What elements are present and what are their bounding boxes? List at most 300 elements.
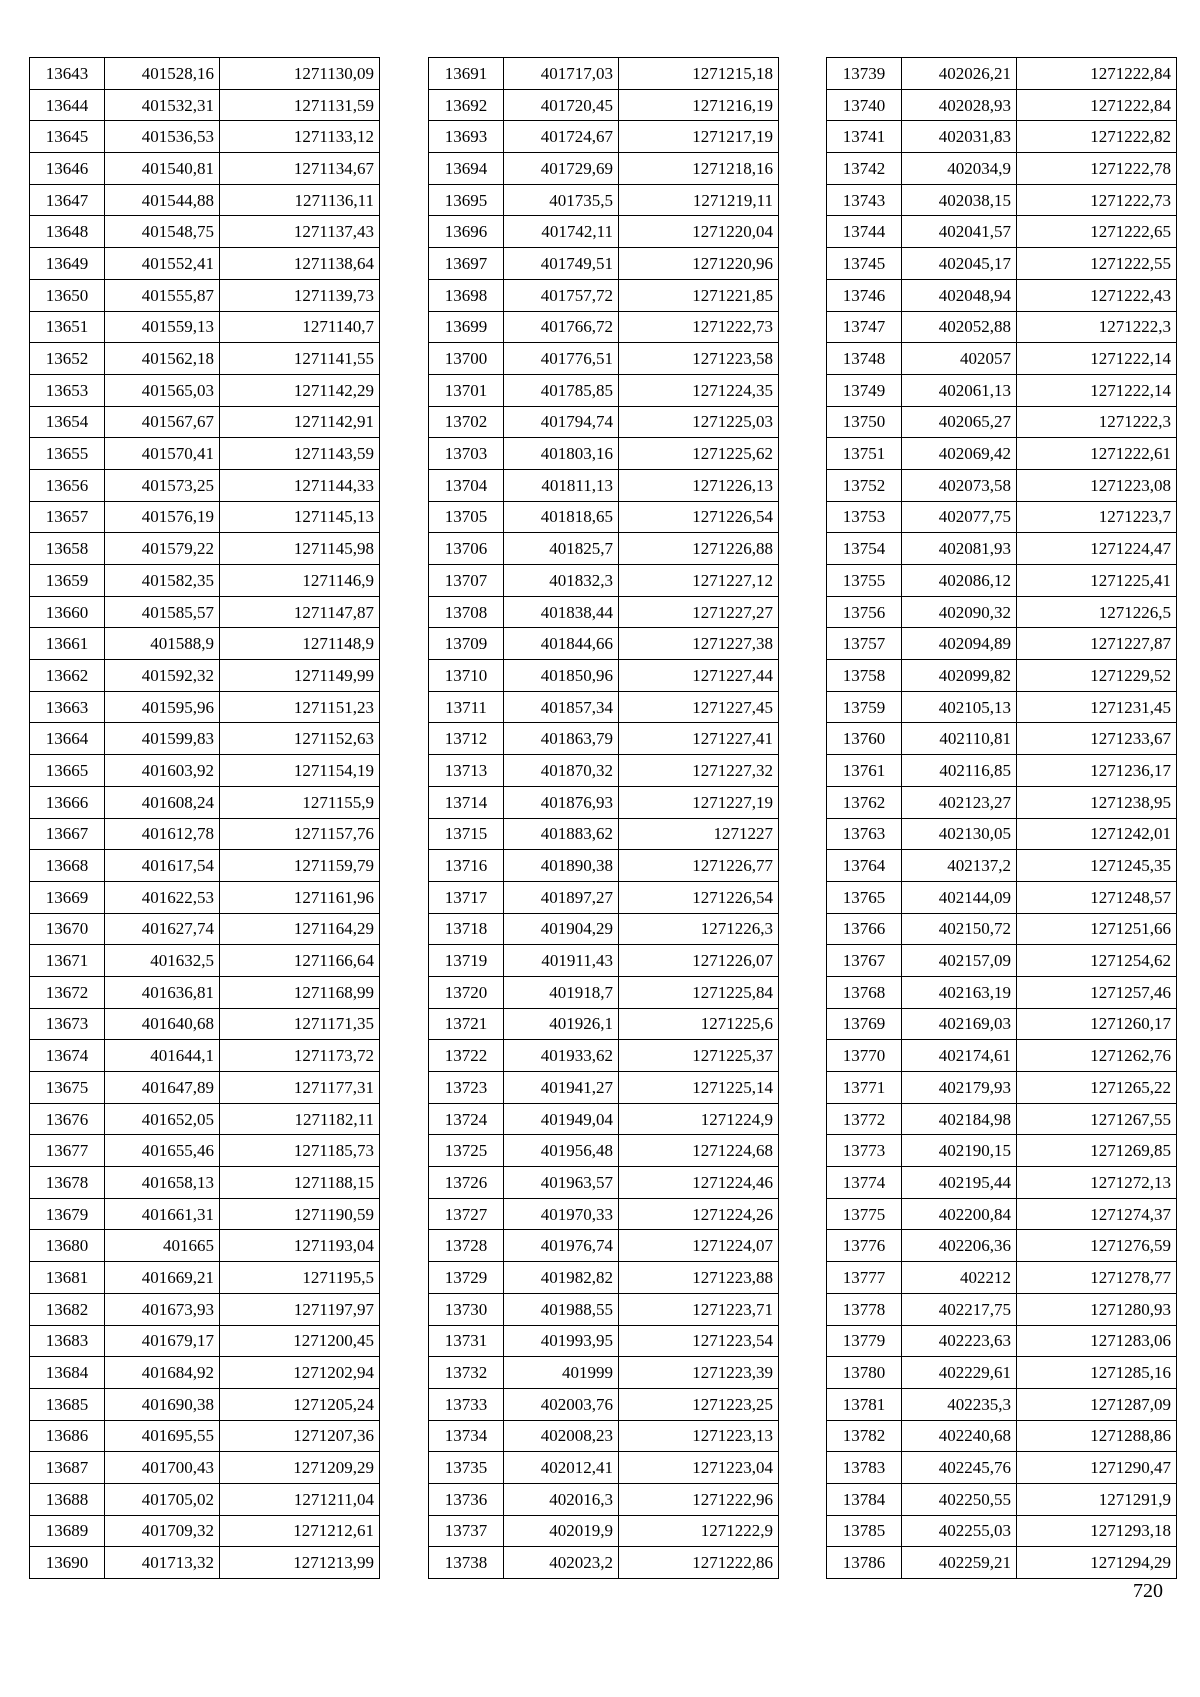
x-coordinate: 402038,15 [902, 184, 1017, 216]
x-coordinate: 401679,17 [105, 1325, 220, 1357]
table-row [429, 311, 779, 343]
point-number: 13763 [827, 818, 902, 850]
y-coordinate: 1271219,11 [619, 184, 779, 216]
x-coordinate: 401717,03 [504, 58, 619, 90]
table-row [30, 913, 380, 945]
table-row [827, 786, 1177, 818]
y-coordinate: 1271280,93 [1017, 1293, 1177, 1325]
y-coordinate: 1271168,99 [220, 976, 380, 1008]
table-row [30, 596, 380, 628]
x-coordinate: 401592,32 [105, 660, 220, 692]
point-number: 13733 [429, 1388, 504, 1420]
x-coordinate: 401690,38 [105, 1388, 220, 1420]
point-number: 13682 [30, 1293, 105, 1325]
table-row [827, 248, 1177, 280]
point-number: 13764 [827, 850, 902, 882]
table-row [30, 1357, 380, 1389]
point-number: 13782 [827, 1420, 902, 1452]
point-number: 13712 [429, 723, 504, 755]
table-row [827, 1262, 1177, 1294]
point-number: 13654 [30, 406, 105, 438]
x-coordinate: 401863,79 [504, 723, 619, 755]
x-coordinate: 401904,29 [504, 913, 619, 945]
table-row [827, 533, 1177, 565]
point-number: 13675 [30, 1072, 105, 1104]
table-row [429, 1420, 779, 1452]
x-coordinate: 402130,05 [902, 818, 1017, 850]
table-row [827, 1547, 1177, 1579]
table-row [827, 660, 1177, 692]
table-row [429, 1167, 779, 1199]
table-row [827, 1040, 1177, 1072]
point-number: 13662 [30, 660, 105, 692]
table-row [429, 1325, 779, 1357]
y-coordinate: 1271130,09 [220, 58, 380, 90]
y-coordinate: 1271224,47 [1017, 533, 1177, 565]
y-coordinate: 1271152,63 [220, 723, 380, 755]
table-row [429, 945, 779, 977]
y-coordinate: 1271226,5 [1017, 596, 1177, 628]
x-coordinate: 401532,31 [105, 89, 220, 121]
point-number: 13674 [30, 1040, 105, 1072]
point-number: 13759 [827, 691, 902, 723]
table-row [429, 279, 779, 311]
y-coordinate: 1271223,54 [619, 1325, 779, 1357]
point-number: 13685 [30, 1388, 105, 1420]
y-coordinate: 1271190,59 [220, 1198, 380, 1230]
x-coordinate: 401982,82 [504, 1262, 619, 1294]
y-coordinate: 1271193,04 [220, 1230, 380, 1262]
x-coordinate: 401573,25 [105, 469, 220, 501]
table-row [827, 881, 1177, 913]
point-number: 13655 [30, 438, 105, 470]
coordinate-table-3 [826, 57, 1177, 1579]
y-coordinate: 1271222,65 [1017, 216, 1177, 248]
table-row [827, 1325, 1177, 1357]
point-number: 13667 [30, 818, 105, 850]
table-row [827, 153, 1177, 185]
table-row [429, 723, 779, 755]
x-coordinate: 402052,88 [902, 311, 1017, 343]
table-row [827, 565, 1177, 597]
y-coordinate: 1271220,96 [619, 248, 779, 280]
point-number: 13663 [30, 691, 105, 723]
point-number: 13661 [30, 628, 105, 660]
table-row [429, 565, 779, 597]
y-coordinate: 1271185,73 [220, 1135, 380, 1167]
x-coordinate: 402065,27 [902, 406, 1017, 438]
table-row [827, 1135, 1177, 1167]
point-number: 13756 [827, 596, 902, 628]
point-number: 13769 [827, 1008, 902, 1040]
y-coordinate: 1271233,67 [1017, 723, 1177, 755]
table-row [30, 58, 380, 90]
table-row [827, 723, 1177, 755]
point-number: 13701 [429, 374, 504, 406]
x-coordinate: 401705,02 [105, 1483, 220, 1515]
y-coordinate: 1271222,14 [1017, 374, 1177, 406]
x-coordinate: 402073,58 [902, 469, 1017, 501]
x-coordinate: 401622,53 [105, 881, 220, 913]
point-number: 13705 [429, 501, 504, 533]
y-coordinate: 1271224,35 [619, 374, 779, 406]
table-row [429, 533, 779, 565]
y-coordinate: 1271182,11 [220, 1103, 380, 1135]
y-coordinate: 1271225,6 [619, 1008, 779, 1040]
table-row [30, 374, 380, 406]
y-coordinate: 1271144,33 [220, 469, 380, 501]
point-number: 13772 [827, 1103, 902, 1135]
x-coordinate: 401988,55 [504, 1293, 619, 1325]
y-coordinate: 1271223,04 [619, 1452, 779, 1484]
y-coordinate: 1271222,61 [1017, 438, 1177, 470]
x-coordinate: 401562,18 [105, 343, 220, 375]
table-row [429, 184, 779, 216]
y-coordinate: 1271222,86 [619, 1547, 779, 1579]
point-number: 13774 [827, 1167, 902, 1199]
table-row [827, 374, 1177, 406]
point-number: 13650 [30, 279, 105, 311]
x-coordinate: 402229,61 [902, 1357, 1017, 1389]
table-row [429, 596, 779, 628]
x-coordinate: 401552,41 [105, 248, 220, 280]
x-coordinate: 401850,96 [504, 660, 619, 692]
table-row [30, 1483, 380, 1515]
x-coordinate: 401588,9 [105, 628, 220, 660]
point-number: 13762 [827, 786, 902, 818]
point-number: 13707 [429, 565, 504, 597]
point-number: 13768 [827, 976, 902, 1008]
y-coordinate: 1271145,98 [220, 533, 380, 565]
y-coordinate: 1271140,7 [220, 311, 380, 343]
table-row [827, 1008, 1177, 1040]
table-row [827, 755, 1177, 787]
table-row [429, 1008, 779, 1040]
x-coordinate: 401540,81 [105, 153, 220, 185]
point-number: 13740 [827, 89, 902, 121]
point-number: 13704 [429, 469, 504, 501]
y-coordinate: 1271225,14 [619, 1072, 779, 1104]
y-coordinate: 1271223,25 [619, 1388, 779, 1420]
point-number: 13738 [429, 1547, 504, 1579]
y-coordinate: 1271142,91 [220, 406, 380, 438]
point-number: 13665 [30, 755, 105, 787]
table-row [30, 469, 380, 501]
x-coordinate: 401776,51 [504, 343, 619, 375]
table-row [30, 786, 380, 818]
x-coordinate: 401757,72 [504, 279, 619, 311]
y-coordinate: 1271222,82 [1017, 121, 1177, 153]
x-coordinate: 402094,89 [902, 628, 1017, 660]
table-row [429, 818, 779, 850]
y-coordinate: 1271223,7 [1017, 501, 1177, 533]
table-row [429, 1547, 779, 1579]
x-coordinate: 402259,21 [902, 1547, 1017, 1579]
x-coordinate: 402105,13 [902, 691, 1017, 723]
x-coordinate: 401970,33 [504, 1198, 619, 1230]
x-coordinate: 402195,44 [902, 1167, 1017, 1199]
y-coordinate: 1271157,76 [220, 818, 380, 850]
x-coordinate: 401636,81 [105, 976, 220, 1008]
x-coordinate: 402190,15 [902, 1135, 1017, 1167]
table-row [30, 1230, 380, 1262]
y-coordinate: 1271166,64 [220, 945, 380, 977]
x-coordinate: 401570,41 [105, 438, 220, 470]
point-number: 13656 [30, 469, 105, 501]
y-coordinate: 1271147,87 [220, 596, 380, 628]
x-coordinate: 401832,3 [504, 565, 619, 597]
x-coordinate: 401684,92 [105, 1357, 220, 1389]
point-number: 13713 [429, 755, 504, 787]
x-coordinate: 402179,93 [902, 1072, 1017, 1104]
point-number: 13676 [30, 1103, 105, 1135]
point-number: 13702 [429, 406, 504, 438]
table-row [429, 913, 779, 945]
point-number: 13745 [827, 248, 902, 280]
point-number: 13753 [827, 501, 902, 533]
point-number: 13777 [827, 1262, 902, 1294]
table-row [429, 755, 779, 787]
point-number: 13693 [429, 121, 504, 153]
table-row [30, 1040, 380, 1072]
point-number: 13775 [827, 1198, 902, 1230]
point-number: 13781 [827, 1388, 902, 1420]
x-coordinate: 402110,81 [902, 723, 1017, 755]
point-number: 13688 [30, 1483, 105, 1515]
table-row [827, 1357, 1177, 1389]
x-coordinate: 402012,41 [504, 1452, 619, 1484]
point-number: 13698 [429, 279, 504, 311]
x-coordinate: 401999 [504, 1357, 619, 1389]
table-row [429, 976, 779, 1008]
y-coordinate: 1271148,9 [220, 628, 380, 660]
table-row [30, 1008, 380, 1040]
point-number: 13683 [30, 1325, 105, 1357]
x-coordinate: 402123,27 [902, 786, 1017, 818]
point-number: 13692 [429, 89, 504, 121]
x-coordinate: 402048,94 [902, 279, 1017, 311]
table-row [429, 1135, 779, 1167]
y-coordinate: 1271195,5 [220, 1262, 380, 1294]
coordinate-table-2 [428, 57, 779, 1579]
table-row [827, 343, 1177, 375]
x-coordinate: 401749,51 [504, 248, 619, 280]
y-coordinate: 1271226,13 [619, 469, 779, 501]
point-number: 13664 [30, 723, 105, 755]
x-coordinate: 402144,09 [902, 881, 1017, 913]
point-number: 13744 [827, 216, 902, 248]
y-coordinate: 1271242,01 [1017, 818, 1177, 850]
x-coordinate: 401918,7 [504, 976, 619, 1008]
page-number: 720 [1133, 1580, 1163, 1602]
point-number: 13673 [30, 1008, 105, 1040]
table-row [30, 1103, 380, 1135]
x-coordinate: 401669,21 [105, 1262, 220, 1294]
y-coordinate: 1271207,36 [220, 1420, 380, 1452]
point-number: 13783 [827, 1452, 902, 1484]
y-coordinate: 1271139,73 [220, 279, 380, 311]
x-coordinate: 401700,43 [105, 1452, 220, 1484]
x-coordinate: 401595,96 [105, 691, 220, 723]
x-coordinate: 401565,03 [105, 374, 220, 406]
table-row [827, 913, 1177, 945]
table-row [827, 850, 1177, 882]
y-coordinate: 1271202,94 [220, 1357, 380, 1389]
table-row [30, 1293, 380, 1325]
point-number: 13719 [429, 945, 504, 977]
x-coordinate: 402031,83 [902, 121, 1017, 153]
y-coordinate: 1271177,31 [220, 1072, 380, 1104]
y-coordinate: 1271227,45 [619, 691, 779, 723]
point-number: 13651 [30, 311, 105, 343]
table-row [429, 121, 779, 153]
y-coordinate: 1271137,43 [220, 216, 380, 248]
x-coordinate: 401825,7 [504, 533, 619, 565]
y-coordinate: 1271141,55 [220, 343, 380, 375]
x-coordinate: 401555,87 [105, 279, 220, 311]
table-row [827, 311, 1177, 343]
x-coordinate: 401576,19 [105, 501, 220, 533]
x-coordinate: 402245,76 [902, 1452, 1017, 1484]
table-row [429, 406, 779, 438]
x-coordinate: 402026,21 [902, 58, 1017, 90]
point-number: 13669 [30, 881, 105, 913]
x-coordinate: 401911,43 [504, 945, 619, 977]
table-row [429, 1262, 779, 1294]
table-row [30, 755, 380, 787]
point-number: 13723 [429, 1072, 504, 1104]
x-coordinate: 401897,27 [504, 881, 619, 913]
y-coordinate: 1271227,87 [1017, 628, 1177, 660]
point-number: 13766 [827, 913, 902, 945]
y-coordinate: 1271227,44 [619, 660, 779, 692]
table-row [827, 58, 1177, 90]
point-number: 13699 [429, 311, 504, 343]
x-coordinate: 401870,32 [504, 755, 619, 787]
y-coordinate: 1271222,73 [619, 311, 779, 343]
x-coordinate: 401818,65 [504, 501, 619, 533]
table-row [429, 660, 779, 692]
table-row [429, 1357, 779, 1389]
x-coordinate: 402150,72 [902, 913, 1017, 945]
y-coordinate: 1271222,14 [1017, 343, 1177, 375]
table-row [30, 216, 380, 248]
point-number: 13747 [827, 311, 902, 343]
x-coordinate: 401724,67 [504, 121, 619, 153]
table-row [429, 1072, 779, 1104]
point-number: 13739 [827, 58, 902, 90]
y-coordinate: 1271149,99 [220, 660, 380, 692]
x-coordinate: 401559,13 [105, 311, 220, 343]
table-row [827, 1167, 1177, 1199]
point-number: 13658 [30, 533, 105, 565]
point-number: 13708 [429, 596, 504, 628]
table-row [827, 1198, 1177, 1230]
table-row [827, 1420, 1177, 1452]
y-coordinate: 1271223,13 [619, 1420, 779, 1452]
x-coordinate: 401963,57 [504, 1167, 619, 1199]
x-coordinate: 402250,55 [902, 1483, 1017, 1515]
y-coordinate: 1271225,37 [619, 1040, 779, 1072]
y-coordinate: 1271154,19 [220, 755, 380, 787]
table-row [30, 279, 380, 311]
x-coordinate: 401627,74 [105, 913, 220, 945]
table-row [30, 1515, 380, 1547]
y-coordinate: 1271224,46 [619, 1167, 779, 1199]
point-number: 13681 [30, 1262, 105, 1294]
y-coordinate: 1271274,37 [1017, 1198, 1177, 1230]
y-coordinate: 1271262,76 [1017, 1040, 1177, 1072]
table-row [429, 1198, 779, 1230]
point-number: 13720 [429, 976, 504, 1008]
table-row [429, 850, 779, 882]
table-row [429, 248, 779, 280]
point-number: 13686 [30, 1420, 105, 1452]
point-number: 13653 [30, 374, 105, 406]
y-coordinate: 1271226,54 [619, 881, 779, 913]
coordinate-table-body [30, 58, 380, 1579]
y-coordinate: 1271245,35 [1017, 850, 1177, 882]
y-coordinate: 1271254,62 [1017, 945, 1177, 977]
point-number: 13737 [429, 1515, 504, 1547]
table-row [827, 1515, 1177, 1547]
table-row [429, 1103, 779, 1135]
y-coordinate: 1271222,96 [619, 1483, 779, 1515]
y-coordinate: 1271215,18 [619, 58, 779, 90]
x-coordinate: 402016,3 [504, 1483, 619, 1515]
x-coordinate: 401993,95 [504, 1325, 619, 1357]
x-coordinate: 401528,16 [105, 58, 220, 90]
point-number: 13695 [429, 184, 504, 216]
table-row [30, 976, 380, 1008]
x-coordinate: 401695,55 [105, 1420, 220, 1452]
point-number: 13672 [30, 976, 105, 1008]
y-coordinate: 1271227,38 [619, 628, 779, 660]
y-coordinate: 1271142,29 [220, 374, 380, 406]
table-row [30, 1072, 380, 1104]
x-coordinate: 401844,66 [504, 628, 619, 660]
y-coordinate: 1271226,07 [619, 945, 779, 977]
table-row [30, 945, 380, 977]
y-coordinate: 1271287,09 [1017, 1388, 1177, 1420]
table-row [30, 89, 380, 121]
table-row [429, 1483, 779, 1515]
table-row [827, 945, 1177, 977]
point-number: 13687 [30, 1452, 105, 1484]
table-row [429, 881, 779, 913]
y-coordinate: 1271216,19 [619, 89, 779, 121]
point-number: 13760 [827, 723, 902, 755]
x-coordinate: 401567,67 [105, 406, 220, 438]
x-coordinate: 402090,32 [902, 596, 1017, 628]
point-number: 13714 [429, 786, 504, 818]
x-coordinate: 401838,44 [504, 596, 619, 628]
point-number: 13643 [30, 58, 105, 90]
point-number: 13786 [827, 1547, 902, 1579]
y-coordinate: 1271213,99 [220, 1547, 380, 1579]
point-number: 13748 [827, 343, 902, 375]
table-row [827, 89, 1177, 121]
point-number: 13668 [30, 850, 105, 882]
table-row [827, 469, 1177, 501]
y-coordinate: 1271260,17 [1017, 1008, 1177, 1040]
x-coordinate: 402206,36 [902, 1230, 1017, 1262]
y-coordinate: 1271211,04 [220, 1483, 380, 1515]
y-coordinate: 1271222,73 [1017, 184, 1177, 216]
table-row [429, 501, 779, 533]
table-row [827, 121, 1177, 153]
point-number: 13645 [30, 121, 105, 153]
